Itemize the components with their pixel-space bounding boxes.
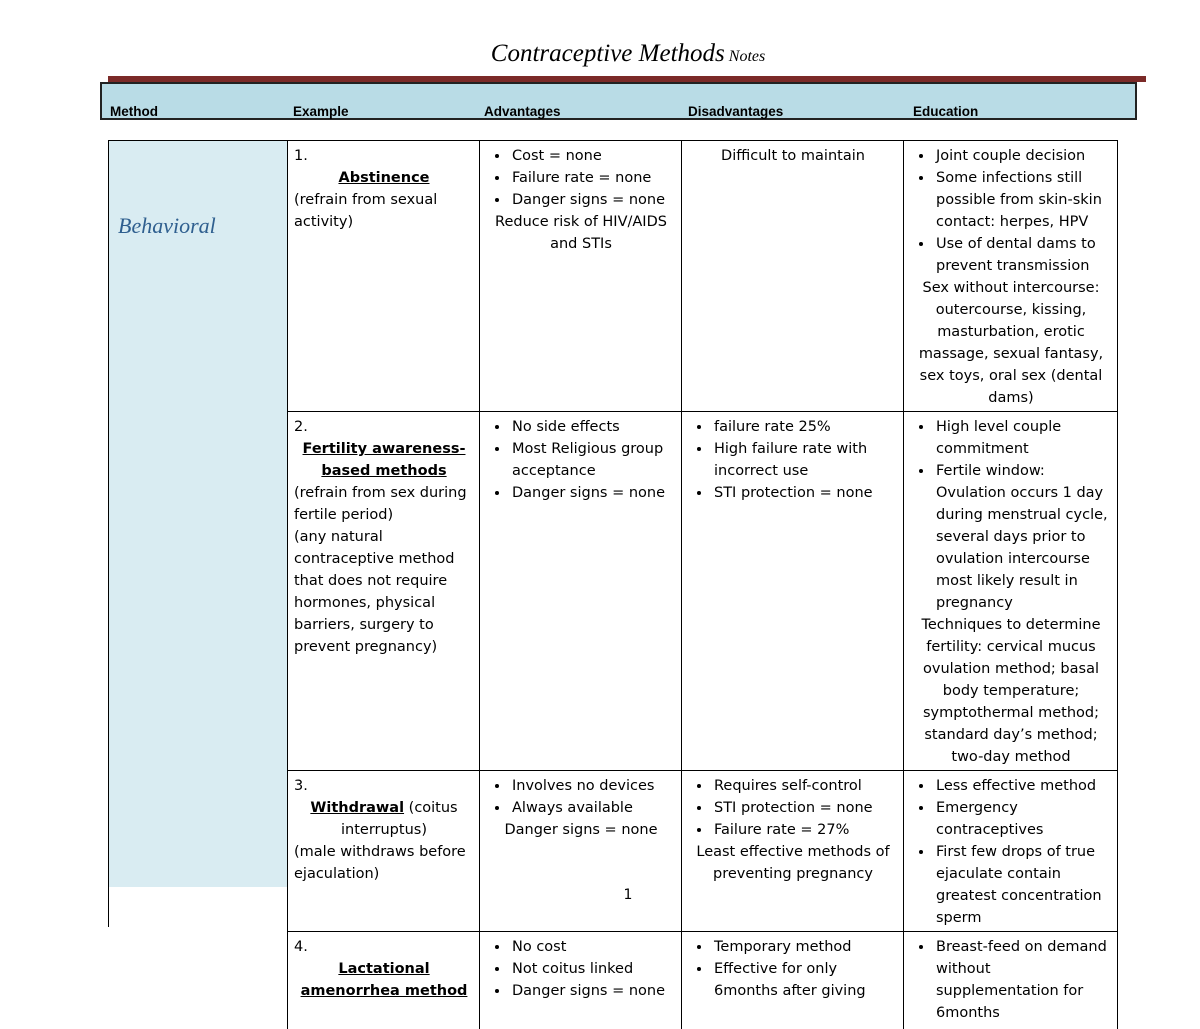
bullet-item: • Temporary method (712, 936, 898, 958)
disadvantages-cell (682, 141, 904, 412)
cell-note: Danger signs = none (504, 822, 658, 838)
bullet-item: • Danger signs = none (510, 189, 676, 211)
method-description: (male withdraws before ejaculation) (294, 844, 466, 882)
bullet-item: • STI protection = none (712, 482, 898, 504)
bullet-item: • Failure rate = none (510, 167, 676, 189)
bullet-item: • STI protection = none (712, 797, 898, 819)
method-number: 3. (294, 778, 308, 794)
example-cell (288, 932, 480, 1029)
bullet-item: • Most Religious group acceptance (510, 438, 676, 482)
bullet-item: • No cost (510, 936, 676, 958)
method-name-line (294, 797, 474, 841)
cell-note: Sex without intercourse: outercourse, kissing, masturbation, erotic massage, sexual fantasy, sex toys, oral sex (dental dams) (918, 280, 1104, 406)
bullet-item: • Use of dental dams to prevent transmission (934, 233, 1112, 277)
method-description: activity) (294, 214, 354, 230)
bullet-item: • failure rate 25% (712, 416, 898, 438)
column-header-education: Education (913, 104, 979, 119)
method-number: 4. (294, 939, 308, 955)
method-name-line (294, 438, 474, 482)
method-name-line (294, 958, 474, 1002)
bullet-item: • Requires self-control (712, 775, 898, 797)
cell-note: Techniques to determine fertility: cervical mucus ovulation method; basal body temperature; symptothermal method; standard day’s method; two-day method (921, 617, 1101, 765)
method-number: 2. (294, 419, 308, 435)
bullet-list (910, 936, 1112, 1024)
example-cell (288, 771, 480, 932)
method-name: Withdrawal (310, 800, 405, 816)
method-name-line (294, 167, 474, 189)
bullet-list (486, 416, 676, 504)
bullet-item: • Not coitus linked (510, 958, 676, 980)
bullet-item: • No side effects (510, 416, 676, 438)
disadvantages-cell (682, 932, 904, 1029)
bullet-item: • First few drops of true ejaculate contain greatest concentration sperm (934, 841, 1112, 929)
category-panel-border (108, 140, 109, 927)
method-name: Fertility awareness-based methods (302, 441, 466, 479)
cell-note: Least effective methods of preventing pregnancy (696, 844, 890, 882)
bullet-item: • Failure rate = 27% (712, 819, 898, 841)
bullet-item: • Fertile window: Ovulation occurs 1 day during menstrual cycle, several days prior to ovulation intercourse most likely result in pregnancy (934, 460, 1112, 614)
bullet-item: • Danger signs = none (510, 482, 676, 504)
bullet-item: • High level couple commitment (934, 416, 1112, 460)
method-name: Lactational amenorrhea method (300, 961, 468, 999)
document-subtitle: Notes (728, 48, 766, 65)
method-description: (any natural contraceptive method that does not require hormones, physical barriers, surgery to prevent pregnancy) (294, 529, 455, 655)
column-header-bar (100, 82, 1137, 120)
advantages-cell (480, 771, 682, 932)
bullet-list (910, 775, 1112, 929)
bullet-list (486, 145, 676, 211)
bullet-list (910, 416, 1112, 614)
advantages-cell (480, 932, 682, 1029)
bullet-item: • Some infections still possible from skin-skin contact: herpes, HPV (934, 167, 1112, 233)
column-header-disadvantages: Disadvantages (688, 104, 784, 119)
education-cell (904, 412, 1118, 771)
advantages-cell (480, 412, 682, 771)
category-panel (109, 141, 287, 887)
method-row (288, 412, 1118, 771)
method-description: (refrain from sex during fertile period) (294, 485, 467, 523)
education-cell (904, 932, 1118, 1029)
bullet-item: • Effective for only 6months after giving (712, 958, 898, 1002)
bullet-item: • Breast-feed on demand without supplementation for 6months (934, 936, 1112, 1024)
example-cell (288, 412, 480, 771)
category-label: Behavioral (118, 213, 216, 238)
method-description: (refrain from sexual (294, 192, 438, 208)
page-number: 1 (623, 887, 633, 903)
bullet-item: • Less effective method (934, 775, 1112, 797)
disadvantages-cell (682, 412, 904, 771)
method-row (288, 771, 1118, 932)
method-name: Abstinence (338, 170, 430, 186)
bullet-item: • Joint couple decision (934, 145, 1112, 167)
bullet-list (910, 145, 1112, 277)
method-number: 1. (294, 148, 308, 164)
bullet-item: • Always available (510, 797, 676, 819)
bullet-list (688, 775, 898, 841)
method-name-suffix: (coitus interruptus) (341, 800, 458, 838)
bullet-item: • Involves no devices (510, 775, 676, 797)
method-row (288, 932, 1118, 1029)
bullet-list (486, 936, 676, 1002)
cell-note: Difficult to maintain (721, 148, 865, 164)
bullet-list (486, 775, 676, 819)
document-title-block (0, 40, 1200, 68)
education-cell (904, 771, 1118, 932)
disadvantages-cell (682, 771, 904, 932)
method-row (288, 141, 1118, 412)
column-header-advantages: Advantages (484, 104, 561, 119)
bullet-item: • Emergency contraceptives (934, 797, 1112, 841)
column-header-example: Example (293, 104, 349, 119)
bullet-item: • High failure rate with incorrect use (712, 438, 898, 482)
bullet-item: • Danger signs = none (510, 980, 676, 1002)
advantages-cell (480, 141, 682, 412)
cell-note: Reduce risk of HIV/AIDS and STIs (495, 214, 667, 252)
category-panel-top-border (108, 140, 288, 141)
bullet-list (688, 936, 898, 1002)
document-title: Contraceptive Methods (490, 40, 725, 67)
bullet-list (688, 416, 898, 504)
education-cell (904, 141, 1118, 412)
bullet-item: • Cost = none (510, 145, 676, 167)
example-cell (288, 141, 480, 412)
column-header-method: Method (110, 104, 158, 119)
